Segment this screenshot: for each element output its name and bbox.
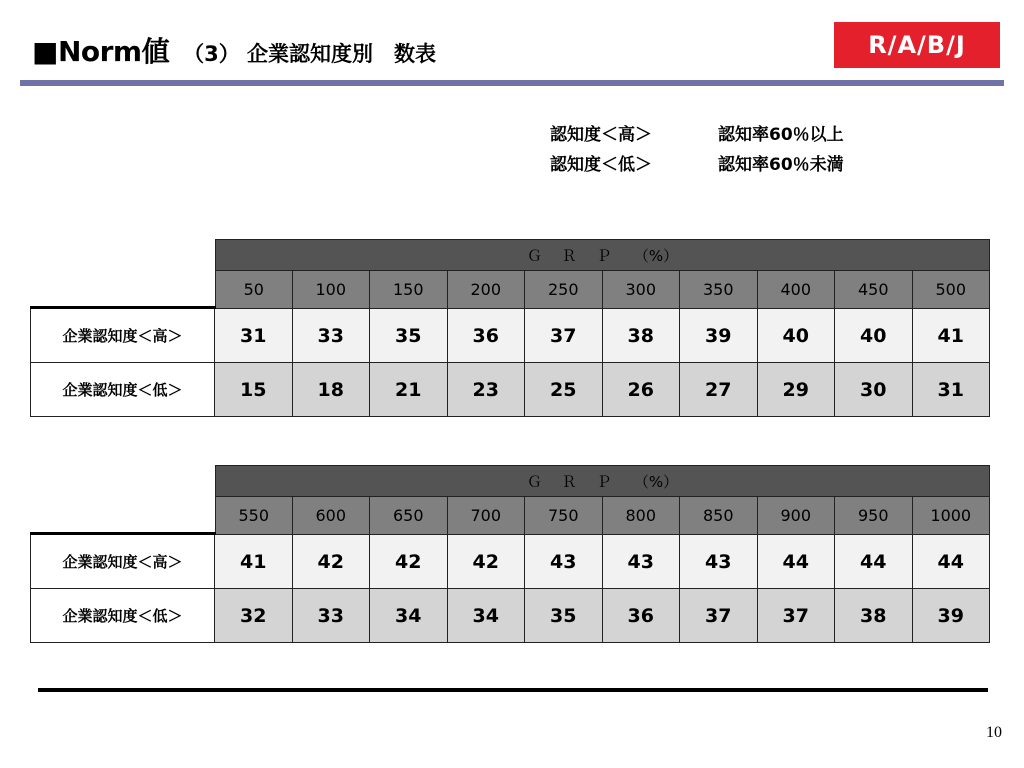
grp-value-cell: 650 <box>370 497 448 535</box>
norm-value-cell: 36 <box>603 589 681 643</box>
legend-key: 認知度＜低＞ <box>550 155 652 175</box>
page-title <box>32 30 436 70</box>
norm-value-cell: 26 <box>603 363 681 417</box>
norm-value-cell: 42 <box>448 535 526 589</box>
grp-value-cell: 900 <box>758 497 836 535</box>
norm-value-cell: 25 <box>525 363 603 417</box>
norm-value-cell: 29 <box>758 363 836 417</box>
grp-header: Ｇ Ｒ Ｐ （%） <box>215 239 990 271</box>
norm-value-cell: 38 <box>603 309 681 363</box>
norm-value-cell: 40 <box>758 309 836 363</box>
norm-value-cell: 39 <box>913 589 991 643</box>
footer-divider <box>38 688 988 692</box>
legend <box>550 120 844 180</box>
row-label: 企業認知度＜高＞ <box>30 535 215 589</box>
norm-value-cell: 44 <box>835 535 913 589</box>
grp-value-cell: 200 <box>448 271 526 309</box>
title-divider <box>20 80 1004 86</box>
norm-value-cell: 43 <box>603 535 681 589</box>
norm-value-cell: 42 <box>293 535 371 589</box>
row-label: 企業認知度＜低＞ <box>30 589 215 643</box>
legend-item <box>550 120 844 150</box>
grp-value-cell: 250 <box>525 271 603 309</box>
page-title-main: ■Norm値 <box>32 35 170 68</box>
legend-key: 認知度＜高＞ <box>550 125 652 145</box>
grp-value-cell: 550 <box>215 497 293 535</box>
norm-value-cell: 32 <box>215 589 293 643</box>
norm-value-cell: 43 <box>525 535 603 589</box>
grp-value-cell: 150 <box>370 271 448 309</box>
legend-item <box>550 150 844 180</box>
norm-value-cell: 40 <box>835 309 913 363</box>
norm-value-cell: 18 <box>293 363 371 417</box>
grp-value-cell: 350 <box>680 271 758 309</box>
norm-value-cell: 34 <box>448 589 526 643</box>
norm-value-cell: 35 <box>370 309 448 363</box>
norm-value-cell: 35 <box>525 589 603 643</box>
grp-value-cell: 100 <box>293 271 371 309</box>
norm-value-cell: 39 <box>680 309 758 363</box>
norm-value-cell: 21 <box>370 363 448 417</box>
norm-value-cell: 37 <box>525 309 603 363</box>
grp-value-cell: 1000 <box>913 497 991 535</box>
grp-value-cell: 950 <box>835 497 913 535</box>
grp-header: Ｇ Ｒ Ｐ （%） <box>215 465 990 497</box>
grp-value-cell: 600 <box>293 497 371 535</box>
norm-value-cell: 41 <box>913 309 991 363</box>
page-title-sub: （3） 企業認知度別 数表 <box>183 42 437 66</box>
norm-value-cell: 33 <box>293 589 371 643</box>
grp-value-cell: 500 <box>913 271 991 309</box>
grp-value-cell: 850 <box>680 497 758 535</box>
norm-value-cell: 34 <box>370 589 448 643</box>
row-label: 企業認知度＜高＞ <box>30 309 215 363</box>
row-label: 企業認知度＜低＞ <box>30 363 215 417</box>
norm-value-cell: 23 <box>448 363 526 417</box>
grp-value-cell: 400 <box>758 271 836 309</box>
norm-value-cell: 37 <box>758 589 836 643</box>
grp-value-cell: 300 <box>603 271 681 309</box>
norm-value-cell: 27 <box>680 363 758 417</box>
norm-value-cell: 15 <box>215 363 293 417</box>
norm-value-cell: 37 <box>680 589 758 643</box>
logo-text: R/A/B/J <box>868 31 966 59</box>
page-number: 10 <box>986 724 1002 741</box>
legend-desc: 認知率60％未満 <box>718 155 844 175</box>
legend-desc: 認知率60％以上 <box>718 125 844 145</box>
norm-value-cell: 31 <box>215 309 293 363</box>
norm-value-cell: 30 <box>835 363 913 417</box>
norm-value-cell: 44 <box>913 535 991 589</box>
grp-value-cell: 800 <box>603 497 681 535</box>
norm-value-cell: 43 <box>680 535 758 589</box>
rabj-logo <box>834 22 1000 68</box>
grp-value-cell: 50 <box>215 271 293 309</box>
norm-value-cell: 44 <box>758 535 836 589</box>
norm-value-cell: 38 <box>835 589 913 643</box>
grp-value-cell: 450 <box>835 271 913 309</box>
grp-value-cell: 750 <box>525 497 603 535</box>
norm-value-cell: 36 <box>448 309 526 363</box>
grp-value-cell: 700 <box>448 497 526 535</box>
norm-value-cell: 31 <box>913 363 991 417</box>
norm-value-cell: 42 <box>370 535 448 589</box>
norm-value-cell: 33 <box>293 309 371 363</box>
norm-value-cell: 41 <box>215 535 293 589</box>
